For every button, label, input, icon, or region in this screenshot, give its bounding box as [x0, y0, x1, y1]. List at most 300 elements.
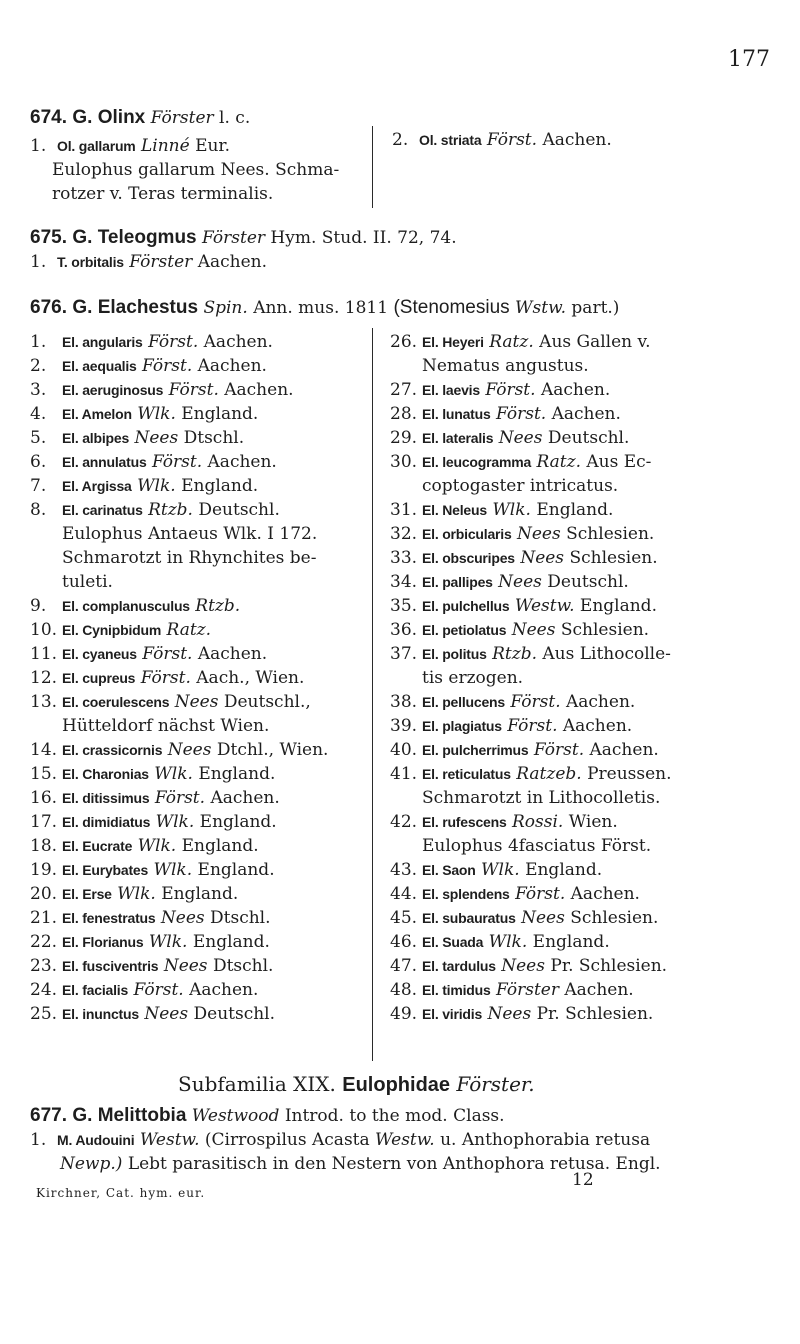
entry-number: 24.	[30, 980, 58, 1000]
species-locality: Aachen.	[564, 980, 634, 1000]
species-entry	[30, 618, 370, 642]
species-entry	[390, 714, 790, 738]
species-entry	[390, 402, 790, 426]
species-locality: England.	[181, 836, 259, 856]
genus-name: G. Elachestus	[72, 297, 199, 318]
species-entry	[30, 426, 370, 450]
species-entry	[30, 834, 370, 858]
entry-number: 49.	[390, 1004, 418, 1024]
species-author: Nees	[511, 620, 556, 640]
species-locality: Pr. Schlesien.	[550, 956, 668, 976]
species-name: El. petiolatus	[422, 622, 507, 638]
species-entry	[30, 882, 370, 906]
right-species-column	[390, 330, 790, 1026]
synonym-tail: part.)	[571, 298, 620, 318]
entry-number: 4.	[30, 404, 47, 424]
genus-677-heading	[30, 1104, 790, 1176]
species-author: Ratzeb.	[516, 764, 582, 784]
species-locality: Aachen.	[562, 716, 633, 736]
species-locality: Dtchl., Wien.	[216, 740, 329, 760]
species-entry	[30, 498, 370, 522]
species-author: Westw.	[375, 1130, 435, 1150]
species-name: El. Argissa	[62, 478, 132, 494]
entry-number: 13.	[30, 692, 58, 712]
species-author: Först.	[486, 130, 538, 150]
species-author: Nees	[160, 908, 205, 928]
species-name: El. fusciventris	[62, 958, 159, 974]
species-locality: Aachen.	[551, 404, 621, 424]
entry-number: 16.	[30, 788, 58, 808]
species-locality: England.	[525, 860, 603, 880]
species-locality: Aach., Wien.	[196, 668, 305, 688]
entry-number: 29.	[390, 428, 418, 448]
entry-number: 27.	[390, 380, 418, 400]
species-entry	[390, 522, 790, 546]
species-name: El. dimidiatus	[62, 814, 151, 830]
entry-number: 1.	[30, 252, 47, 272]
species-author: Nees	[498, 428, 543, 448]
species-entry	[390, 762, 790, 786]
species-name: El. annulatus	[62, 454, 147, 470]
species-author: Wlk.	[137, 404, 176, 424]
entry-note: Lebt parasitisch in den Nestern von Anthophora retusa. Engl.	[127, 1154, 661, 1174]
genus-name: G. Teleogmus	[72, 227, 197, 248]
sheet-number: 12	[572, 1170, 594, 1190]
entry-continuation-line: Eulophus Antaeus Wlk. I 172.	[62, 524, 318, 544]
species-locality: England.	[181, 404, 259, 424]
entry-number: 48.	[390, 980, 418, 1000]
entry-continuation-line: Nematus angustus.	[422, 356, 589, 376]
species-name: El. splendens	[422, 886, 510, 902]
species-locality: Aachen.	[589, 740, 659, 760]
species-entry	[30, 666, 370, 690]
species-name: El. subauratus	[422, 910, 516, 926]
species-name: El. fenestratus	[62, 910, 156, 926]
species-entry	[30, 738, 370, 762]
entry-number: 39.	[390, 716, 418, 736]
genus-author: Spin.	[203, 298, 248, 318]
species-locality: Aachen.	[566, 692, 636, 712]
species-author: Först.	[142, 356, 193, 376]
entry-number: 38.	[390, 692, 418, 712]
page-number: 177	[728, 47, 770, 72]
species-entry	[390, 882, 790, 906]
species-locality: Schlesien.	[560, 620, 650, 640]
entry-note-line: Eulophus gallarum Nees. Schma-	[52, 160, 340, 180]
species-locality: England.	[536, 500, 614, 520]
species-entry	[30, 474, 370, 498]
species-locality: Aachen.	[540, 380, 611, 400]
olinx-entry-1	[30, 134, 360, 206]
species-name: El. pallipes	[422, 574, 493, 590]
species-author: Ratz.	[166, 620, 212, 640]
genus-name: G. Melittobia	[72, 1105, 187, 1126]
species-locality: Schlesien.	[569, 548, 658, 568]
genus-number: 677.	[30, 1105, 67, 1126]
species-author: Först.	[133, 980, 184, 1000]
subfamily-name: Eulophidae	[342, 1074, 451, 1096]
species-locality: Dtschl.	[212, 956, 274, 976]
entry-number: 20.	[30, 884, 58, 904]
species-name: El. pellucens	[422, 694, 505, 710]
species-entry	[390, 810, 790, 834]
entry-number: 25.	[30, 1004, 58, 1024]
species-author: Nees	[501, 956, 545, 976]
entry-number: 22.	[30, 932, 58, 952]
species-entry	[390, 378, 790, 402]
species-name: El. coerulescens	[62, 694, 170, 710]
species-locality: Deutschl.,	[223, 692, 311, 712]
species-entry	[30, 858, 370, 882]
species-author: Nees	[144, 1004, 189, 1024]
entry-number: 42.	[390, 812, 418, 832]
entry-number: 35.	[390, 596, 418, 616]
species-author: Wlk.	[155, 812, 195, 832]
species-author: Först.	[168, 380, 219, 400]
species-entry	[30, 810, 370, 834]
synonym-author: Wstw.	[515, 298, 567, 318]
species-author: Nees	[163, 956, 208, 976]
species-entry	[30, 330, 370, 354]
species-name: El. Amelon	[62, 406, 132, 422]
entry-number: 31.	[390, 500, 418, 520]
species-locality: Eur.	[195, 136, 231, 156]
species-name: El. plagiatus	[422, 718, 502, 734]
species-name: El. tardulus	[422, 958, 496, 974]
species-author: Först.	[485, 380, 536, 400]
entry-number: 17.	[30, 812, 58, 832]
species-entry	[390, 498, 790, 522]
species-locality: England.	[199, 812, 277, 832]
species-name: El. pulcherrimus	[422, 742, 529, 758]
species-name: El. albipes	[62, 430, 130, 446]
entry-number: 34.	[390, 572, 418, 592]
species-author: Wlk.	[148, 932, 188, 952]
species-locality: Aachen.	[197, 252, 267, 272]
species-name: El. timidus	[422, 982, 491, 998]
entry-number: 28.	[390, 404, 418, 424]
species-author: Nees	[521, 908, 565, 928]
species-name: El. viridis	[422, 1006, 483, 1022]
species-author: Nees	[520, 548, 565, 568]
species-entry	[30, 954, 370, 978]
species-author: Först.	[496, 404, 547, 424]
species-entry	[30, 786, 370, 810]
species-author: Wlk.	[492, 500, 531, 520]
species-entry	[390, 858, 790, 882]
entry-number: 12.	[30, 668, 58, 688]
entry-number: 37.	[390, 644, 418, 664]
species-author: Nees	[167, 740, 212, 760]
species-locality: Aachen.	[570, 884, 640, 904]
entry-number: 33.	[390, 548, 418, 568]
entry-number: 44.	[390, 884, 418, 904]
entry-number: 5.	[30, 428, 47, 448]
species-author: Wlk.	[137, 476, 176, 496]
species-author: Ratz.	[489, 332, 534, 352]
species-entry	[30, 1002, 370, 1026]
species-entry	[390, 738, 790, 762]
species-author: Westw.	[139, 1130, 200, 1150]
species-entry	[390, 618, 790, 642]
species-name: El. Eucrate	[62, 838, 133, 854]
species-author: Wlk.	[117, 884, 156, 904]
subfamily-author: Förster.	[456, 1072, 535, 1096]
species-entry	[30, 378, 370, 402]
species-entry	[390, 954, 790, 978]
species-entry	[390, 546, 790, 570]
species-locality: Aachen.	[203, 332, 273, 352]
genus-reference: l. c.	[219, 108, 251, 128]
species-locality: Aachen.	[224, 380, 294, 400]
species-author: Rtzb.	[195, 596, 241, 616]
entry-number: 1.	[30, 1130, 47, 1150]
entry-number: 14.	[30, 740, 58, 760]
species-locality: Aus Ec-	[586, 452, 652, 472]
species-locality: England.	[198, 764, 276, 784]
entry-continuation-line: tuleti.	[62, 572, 113, 592]
species-author: Först.	[140, 668, 191, 688]
species-locality: Deutschl.	[198, 500, 280, 520]
species-locality: England.	[197, 860, 275, 880]
entry-number: 46.	[390, 932, 418, 952]
species-author: Wlk.	[137, 836, 177, 856]
species-name: Ol. gallarum	[57, 138, 136, 154]
footer-signature	[36, 1180, 205, 1205]
species-author: Nees	[517, 524, 561, 544]
species-author: Förster	[496, 980, 559, 1000]
subfamily-label: Subfamilia XIX.	[178, 1072, 336, 1096]
entry-note: (Cirrospilus Acasta	[204, 1130, 370, 1150]
species-name: El. Eurybates	[62, 862, 149, 878]
species-name: El. orbicularis	[422, 526, 512, 542]
left-species-column	[30, 330, 370, 1026]
species-name: El. lateralis	[422, 430, 494, 446]
entry-number: 18.	[30, 836, 58, 856]
species-name: El. facialis	[62, 982, 129, 998]
species-name: El. aequalis	[62, 358, 137, 374]
species-name: El. pulchellus	[422, 598, 510, 614]
species-entry	[30, 354, 370, 378]
species-locality: England.	[532, 932, 610, 952]
species-name: T. orbitalis	[57, 254, 124, 270]
entry-number: 40.	[390, 740, 418, 760]
species-author: Nees	[498, 572, 542, 592]
species-entry	[30, 930, 370, 954]
species-author: Först.	[515, 884, 566, 904]
species-entry	[390, 906, 790, 930]
entry-number: 3.	[30, 380, 47, 400]
genus-name: G. Olinx	[72, 107, 146, 128]
genus-author: Förster	[150, 108, 214, 128]
species-locality: Schlesien.	[566, 524, 655, 544]
species-name: El. Erse	[62, 886, 112, 902]
entry-number: 26.	[390, 332, 418, 352]
column-divider	[372, 328, 373, 1061]
entry-continuation-line: Schmarotzt in Rhynchites be-	[62, 548, 317, 568]
entry-number: 8.	[30, 500, 47, 520]
species-locality: England.	[579, 596, 657, 616]
species-entry	[30, 402, 370, 426]
species-name: El. angularis	[62, 334, 143, 350]
entry-number: 23.	[30, 956, 58, 976]
species-locality: Preussen.	[587, 764, 672, 784]
species-locality: England.	[192, 932, 270, 952]
species-author: Nees	[487, 1004, 532, 1024]
species-entry	[390, 450, 790, 474]
species-author: Nees	[174, 692, 219, 712]
entry-continuation-line: Hütteldorf nächst Wien.	[62, 716, 270, 736]
species-entry	[390, 330, 790, 354]
species-entry	[30, 906, 370, 930]
genus-number: 676.	[30, 297, 67, 318]
entry-number: 2.	[392, 130, 409, 150]
species-name: El. Suada	[422, 934, 484, 950]
species-author: Rtzb.	[148, 500, 193, 520]
species-name: El. Florianus	[62, 934, 144, 950]
species-entry	[390, 594, 790, 618]
species-author: Wlk.	[481, 860, 520, 880]
species-author: Först.	[142, 644, 193, 664]
species-name: El. ditissimus	[62, 790, 150, 806]
entry-number: 2.	[30, 356, 47, 376]
species-locality: Aachen.	[210, 788, 280, 808]
species-locality: Pr. Schlesien.	[536, 1004, 654, 1024]
species-name: El. complanusculus	[62, 598, 190, 614]
synonym-name: (Stenomesius	[393, 297, 510, 318]
species-name: El. Heyeri	[422, 334, 484, 350]
species-author: Först.	[533, 740, 585, 760]
species-entry	[390, 426, 790, 450]
species-name: El. leucogramma	[422, 454, 532, 470]
species-locality: Deutschl.	[547, 572, 629, 592]
species-entry	[390, 690, 790, 714]
entry-note-line: rotzer v. Teras terminalis.	[52, 184, 274, 204]
species-author: Nees	[134, 428, 179, 448]
species-name: El. politus	[422, 646, 487, 662]
species-locality: Aus Lithocolle-	[542, 644, 671, 664]
entry-number: 36.	[390, 620, 418, 640]
species-locality: Dtschl.	[183, 428, 245, 448]
species-locality: Aachen.	[189, 980, 259, 1000]
species-name: El. inunctus	[62, 1006, 139, 1022]
entry-number: 21.	[30, 908, 58, 928]
species-name: El. aeruginosus	[62, 382, 164, 398]
species-name: El. carinatus	[62, 502, 143, 518]
entry-number: 7.	[30, 476, 47, 496]
species-name: El. cyaneus	[62, 646, 137, 662]
species-name: El. crassicornis	[62, 742, 163, 758]
entry-number: 45.	[390, 908, 418, 928]
entry-continuation-line: tis erzogen.	[422, 668, 524, 688]
species-entry	[390, 1002, 790, 1026]
genus-number: 675.	[30, 227, 67, 248]
genus-674-heading	[30, 106, 250, 130]
entry-number: 9.	[30, 596, 47, 616]
species-author: Först.	[510, 692, 561, 712]
species-locality: Deutschl.	[547, 428, 630, 448]
entry-number: 43.	[390, 860, 418, 880]
species-entry	[390, 642, 790, 666]
entry-number: 47.	[390, 956, 418, 976]
printer-signature: Kirchner, Cat. hym. eur.	[36, 1186, 206, 1200]
species-entry	[390, 930, 790, 954]
species-entry	[30, 978, 370, 1002]
species-locality: Aachen.	[197, 356, 267, 376]
species-locality: Aachen.	[542, 130, 612, 150]
entry-number: 19.	[30, 860, 58, 880]
genus-675-heading	[30, 226, 457, 274]
species-locality: Dtschl.	[210, 908, 271, 928]
species-name: El. lunatus	[422, 406, 491, 422]
species-name: Ol. striata	[419, 132, 482, 148]
subfamily-heading	[178, 1072, 535, 1097]
species-author: Ratz.	[536, 452, 581, 472]
species-locality: Aus Gallen v.	[539, 332, 651, 352]
species-entry	[30, 642, 370, 666]
species-entry	[30, 594, 370, 618]
species-entry	[30, 762, 370, 786]
species-name: El. laevis	[422, 382, 480, 398]
species-locality: England.	[161, 884, 239, 904]
species-author: Rossi.	[511, 812, 564, 832]
genus-author: Förster	[202, 228, 266, 248]
species-name: El. Neleus	[422, 502, 487, 518]
genus-676-heading	[30, 296, 619, 320]
genus-author: Westwood	[191, 1106, 280, 1126]
entry-number: 6.	[30, 452, 47, 472]
species-author: Wlk.	[154, 764, 193, 784]
species-locality: Aachen.	[207, 452, 277, 472]
species-locality: England.	[181, 476, 259, 496]
species-name: El. Charonias	[62, 766, 149, 782]
species-author: Förster	[129, 252, 193, 272]
species-entry	[390, 570, 790, 594]
entry-continuation-line: coptogaster intricatus.	[422, 476, 619, 496]
genus-reference: Hym. Stud. II. 72, 74.	[270, 228, 457, 248]
species-author: Westw.	[514, 596, 575, 616]
entry-number: 30.	[390, 452, 418, 472]
entry-number: 1.	[30, 332, 47, 352]
species-name: El. Cynipbidum	[62, 622, 162, 638]
olinx-entry-2	[392, 128, 612, 152]
entry-continuation-line: Schmarotzt in Lithocolletis.	[422, 788, 661, 808]
entry-continuation-line: Eulophus 4fasciatus Först.	[422, 836, 652, 856]
entry-note: u. Anthophorabia retusa	[440, 1130, 651, 1150]
species-entry	[30, 690, 370, 714]
species-author: Först.	[148, 332, 199, 352]
entry-number: 10.	[30, 620, 58, 640]
species-locality: Schlesien.	[570, 908, 659, 928]
species-author: Newp.)	[60, 1154, 123, 1174]
column-divider	[372, 126, 373, 208]
species-name: El. rufescens	[422, 814, 507, 830]
species-entry	[390, 978, 790, 1002]
footer-sheet	[572, 1168, 594, 1192]
species-entry	[30, 450, 370, 474]
genus-reference: Introd. to the mod. Class.	[284, 1106, 505, 1126]
species-author: Linné	[140, 136, 190, 156]
species-author: Först.	[151, 452, 203, 472]
species-locality: Wien.	[568, 812, 618, 832]
species-name: El. reticulatus	[422, 766, 511, 782]
entry-number: 15.	[30, 764, 58, 784]
species-author: Först.	[507, 716, 558, 736]
species-author: Rtzb.	[492, 644, 537, 664]
species-name: El. Saon	[422, 862, 476, 878]
species-name: El. cupreus	[62, 670, 136, 686]
genus-reference: Ann. mus. 1811	[253, 298, 389, 318]
